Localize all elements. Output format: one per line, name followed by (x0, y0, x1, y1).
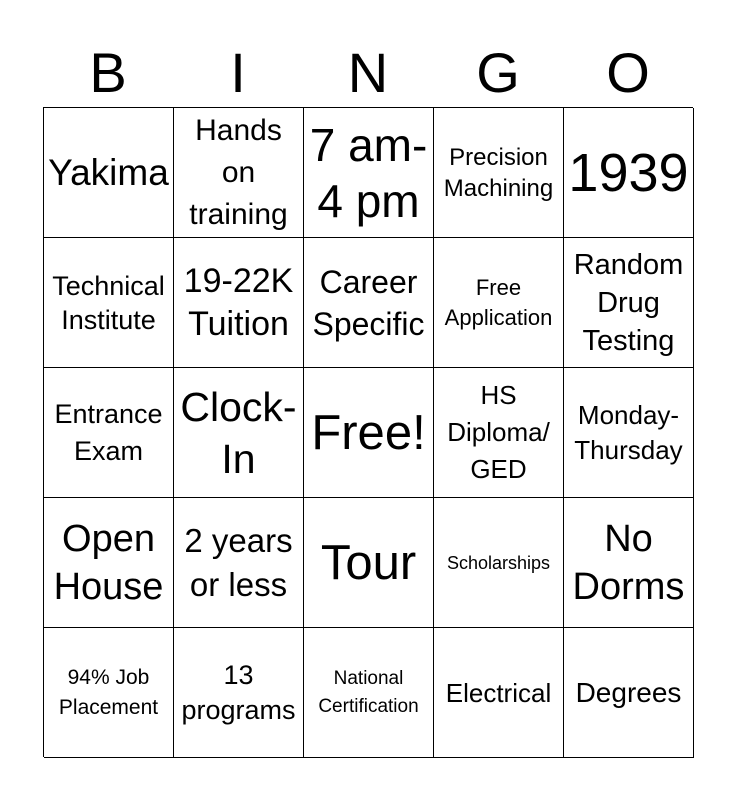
bingo-header (43, 38, 693, 108)
cell-label: Degrees (575, 676, 682, 708)
cell-label: Yakima (48, 151, 169, 193)
bingo-cell[interactable] (174, 628, 304, 758)
cell-label: Hands on training (189, 113, 288, 231)
cell-label: Tour (320, 535, 417, 590)
cell-label: Career Specific (312, 263, 425, 342)
bingo-cell[interactable] (434, 108, 564, 238)
bingo-cell[interactable] (44, 238, 174, 368)
header-letter-b: B (89, 41, 127, 104)
bingo-cell[interactable] (564, 238, 694, 368)
cell-label: Precision Machining (443, 143, 554, 202)
cell-label: Entrance Exam (54, 398, 163, 466)
bingo-cell[interactable] (434, 628, 564, 758)
bingo-cell[interactable] (564, 108, 694, 238)
bingo-cell[interactable] (564, 628, 694, 758)
bingo-cell[interactable] (304, 498, 434, 628)
cell-label: Electrical (445, 677, 552, 708)
bingo-grid (43, 107, 693, 757)
bingo-cell[interactable] (174, 498, 304, 628)
cell-label: Scholarships (446, 552, 551, 573)
cell-label: 19-22K Tuition (183, 261, 294, 343)
cell-label: 1939 (568, 142, 689, 203)
cell-label: HS Diploma/ GED (447, 380, 550, 484)
header-letter-g: G (476, 41, 520, 104)
cell-label: Open House (53, 517, 164, 608)
header-letter-i: I (230, 41, 246, 104)
cell-label: Technical Institute (52, 270, 165, 335)
bingo-cell[interactable] (434, 368, 564, 498)
bingo-cell[interactable] (434, 238, 564, 368)
cell-label: 2 years or less (184, 521, 293, 603)
bingo-cell[interactable] (44, 498, 174, 628)
header-letter-n: N (347, 41, 389, 104)
cell-label: No Dorms (572, 517, 685, 608)
cell-label: Free Application (444, 274, 553, 330)
bingo-cell[interactable] (44, 108, 174, 238)
cell-label: Monday- Thursday (574, 399, 683, 465)
bingo-cell[interactable] (174, 108, 304, 238)
bingo-cell[interactable] (44, 368, 174, 498)
bingo-cell[interactable] (304, 628, 434, 758)
bingo-cell[interactable] (564, 498, 694, 628)
cell-label: 13 programs (181, 659, 296, 725)
bingo-cell[interactable] (304, 368, 434, 498)
bingo-cell[interactable] (174, 238, 304, 368)
bingo-cell[interactable] (304, 108, 434, 238)
cell-label: 7 am- 4 pm (309, 118, 428, 227)
bingo-cell[interactable] (304, 238, 434, 368)
cell-label: National Certification (318, 667, 419, 717)
bingo-cell[interactable] (564, 368, 694, 498)
header-letter-o: O (606, 41, 650, 104)
cell-label: 94% Job Placement (58, 665, 159, 719)
cell-label: Free! (311, 405, 426, 460)
bingo-cell[interactable] (44, 628, 174, 758)
cell-label: Clock- In (180, 383, 297, 482)
cell-label: Random Drug Testing (573, 248, 684, 357)
bingo-cell[interactable] (174, 368, 304, 498)
bingo-cell[interactable] (434, 498, 564, 628)
